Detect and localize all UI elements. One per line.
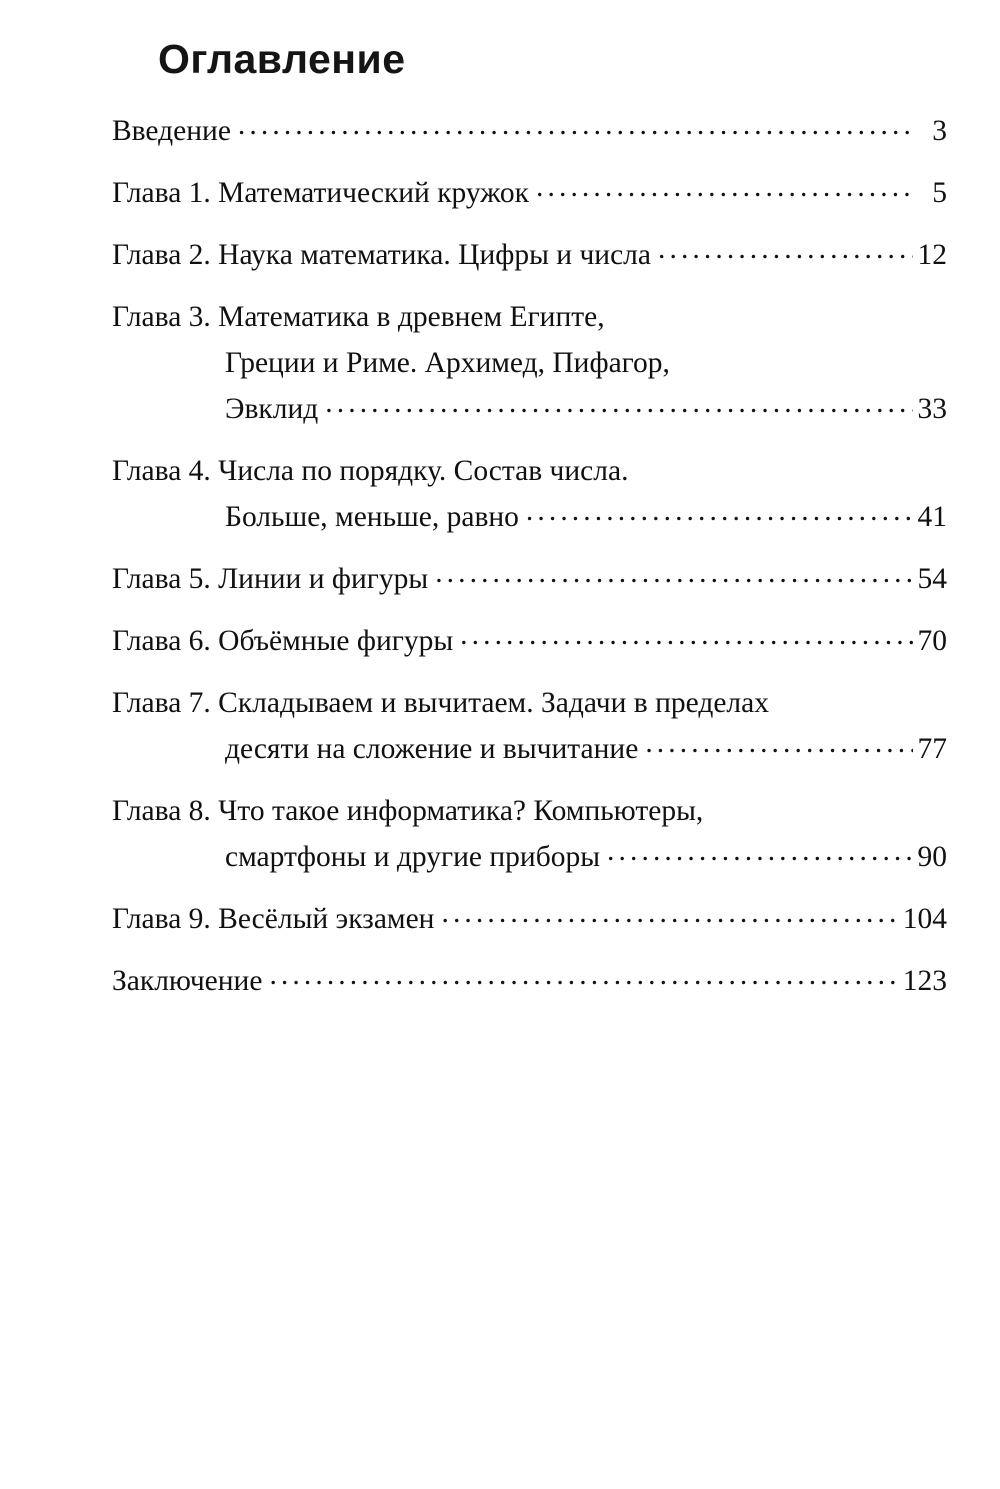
table-of-contents-list [112,108,947,1004]
toc-entry[interactable] [112,448,947,540]
toc-entry-wrap-line [112,386,947,432]
toc-entry-first-line [112,680,947,726]
leader-dots [526,497,913,527]
toc-page-number: 123 [902,965,947,997]
toc-entry-first-line [112,958,947,1004]
toc-entry-title: Глава 3. Математика в древнем Египте, [112,301,605,333]
toc-entry[interactable] [112,294,947,432]
toc-entry[interactable] [112,896,947,942]
toc-page-number: 33 [917,393,947,425]
toc-entry[interactable] [112,788,947,880]
toc-page-number: 90 [917,841,947,873]
leader-dots [536,173,914,203]
leader-dots [607,837,912,867]
toc-entry-title: Глава 9. Весёлый экзамен [112,903,435,935]
toc-entry-title: Глава 1. Математический кружок [112,177,530,209]
toc-entry-title: смартфоны и другие приборы [225,841,601,873]
toc-entry-title: Введение [112,115,231,147]
toc-entry-wrap-line [112,340,947,386]
toc-entry-title: десяти на сложение и вычитание [225,733,639,765]
toc-entry-title: Глава 7. Складываем и вычитаем. Задачи в пределах [112,687,769,719]
leader-dots [460,621,912,651]
toc-entry-first-line [112,232,947,278]
leader-dots [269,961,897,991]
toc-page-number: 77 [917,733,947,765]
toc-entry-first-line [112,170,947,216]
toc-entry[interactable] [112,958,947,1004]
toc-entry-wrap-line [112,834,947,880]
leader-dots [238,111,914,141]
toc-entry[interactable] [112,556,947,602]
toc-page-number: 54 [917,563,947,595]
toc-page-number: 3 [932,115,947,147]
toc-entry-first-line [112,556,947,602]
toc-entry-title: Глава 4. Числа по порядку. Состав числа. [112,455,629,487]
leader-dots [645,729,912,759]
toc-entry[interactable] [112,232,947,278]
toc-entry[interactable] [112,618,947,664]
toc-entry-title: Заключение [112,965,263,997]
toc-entry-title: Эвклид [225,393,319,425]
leader-dots [435,559,912,589]
toc-entry[interactable] [112,170,947,216]
toc-page-number: 104 [902,903,947,935]
toc-entry-title: Глава 8. Что такое информатика? Компьютеры, [112,795,704,827]
toc-entry-title: Глава 5. Линии и фигуры [112,563,429,595]
toc-page-number: 12 [917,239,947,271]
toc-entry-wrap-line [112,494,947,540]
toc-entry-title: Больше, меньше, равно [225,501,519,533]
toc-entry-first-line [112,448,947,494]
leader-dots [658,235,913,265]
page-title: Оглавление [158,36,406,82]
toc-entry-title: Глава 6. Объёмные фигуры [112,625,454,657]
toc-entry-first-line [112,788,947,834]
toc-entry-first-line [112,294,947,340]
toc-entry-wrap-line [112,726,947,772]
leader-dots [325,389,912,419]
toc-entry-title: Греции и Риме. Архимед, Пифагор, [225,347,670,379]
toc-page-number: 70 [917,625,947,657]
toc-entry[interactable] [112,680,947,772]
toc-entry-first-line [112,618,947,664]
toc-entry-first-line [112,896,947,942]
toc-entry-title: Глава 2. Наука математика. Цифры и числа [112,239,651,271]
toc-page-number: 41 [917,501,947,533]
toc-entry-first-line [112,108,947,154]
leader-dots [441,899,897,929]
toc-entry[interactable] [112,108,947,154]
toc-page-number: 5 [932,177,947,209]
